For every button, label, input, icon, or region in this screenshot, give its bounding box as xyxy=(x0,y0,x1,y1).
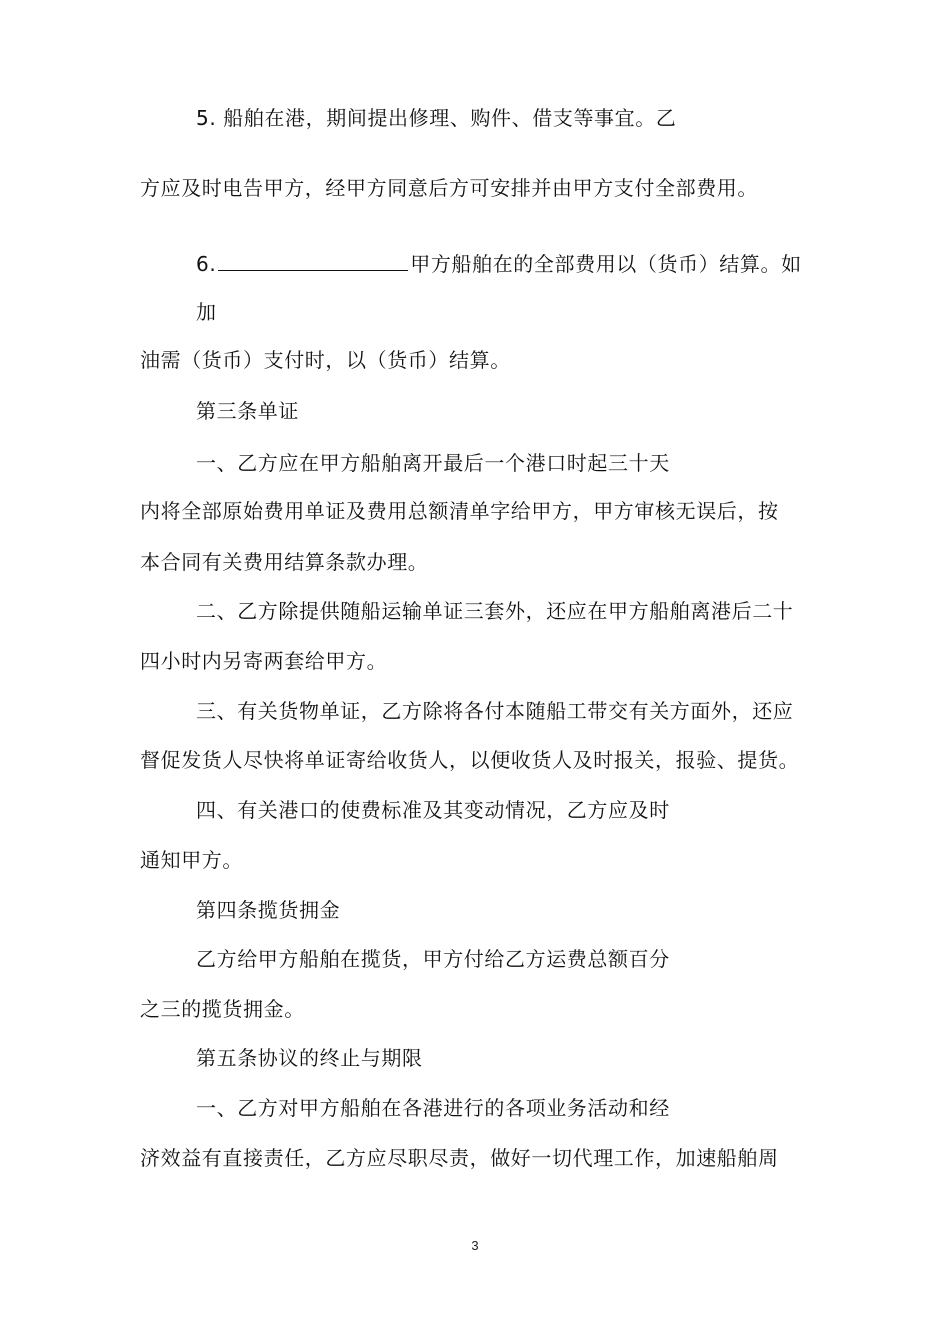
paragraph-line: 三、有关货物单证，乙方除将各付本随船工带交有关方面外，还应 xyxy=(196,699,794,723)
paragraph-line: 四、有关港口的使费标准及其变动情况，乙方应及时 xyxy=(196,798,670,822)
paragraph-line: 一、乙方应在甲方船舶离开最后一个港口时起三十天 xyxy=(196,451,670,475)
clause-text: 甲方船舶在的全部费用以（货币）结算。如 xyxy=(410,252,802,276)
paragraph-line: 二、乙方除提供随船运输单证三套外，还应在甲方船舶离港后二十 xyxy=(196,599,794,623)
paragraph-line: 之三的揽货拥金。 xyxy=(140,997,305,1021)
section-heading: 第三条单证 xyxy=(196,399,299,423)
clause-number: 6. xyxy=(196,252,217,276)
section-heading: 第四条揽货拥金 xyxy=(196,898,341,922)
clause-6-line xyxy=(196,248,802,278)
paragraph-line: 督促发货人尽快将单证寄给收货人，以便收货人及时报关，报验、提货。 xyxy=(140,748,800,772)
section-heading: 第五条协议的终止与期限 xyxy=(196,1046,423,1070)
fill-in-blank xyxy=(218,248,408,271)
paragraph-line: 5. 船舶在港，期间提出修理、购件、借支等事宜。乙 xyxy=(196,106,677,130)
paragraph-line: 乙方给甲方船舶在揽货，甲方付给乙方运费总额百分 xyxy=(196,947,670,971)
paragraph-line: 济效益有直接责任，乙方应尽职尽责，做好一切代理工作，加速船舶周 xyxy=(140,1146,779,1170)
paragraph-line: 本合同有关费用结算条款办理。 xyxy=(140,550,429,574)
paragraph-line: 四小时内另寄两套给甲方。 xyxy=(140,649,388,673)
paragraph-line: 油需（货币）支付时，以（货币）结算。 xyxy=(140,348,511,372)
paragraph-line: 内将全部原始费用单证及费用总额清单字给甲方，甲方审核无误后，按 xyxy=(140,499,779,523)
paragraph-line: 方应及时电告甲方，经甲方同意后方可安排并由甲方支付全部费用。 xyxy=(140,176,758,200)
paragraph-line: 加 xyxy=(196,300,217,324)
paragraph-line: 通知甲方。 xyxy=(140,848,243,872)
page-number: 3 xyxy=(471,1238,479,1253)
paragraph-line: 一、乙方对甲方船舶在各港进行的各项业务活动和经 xyxy=(196,1096,670,1120)
